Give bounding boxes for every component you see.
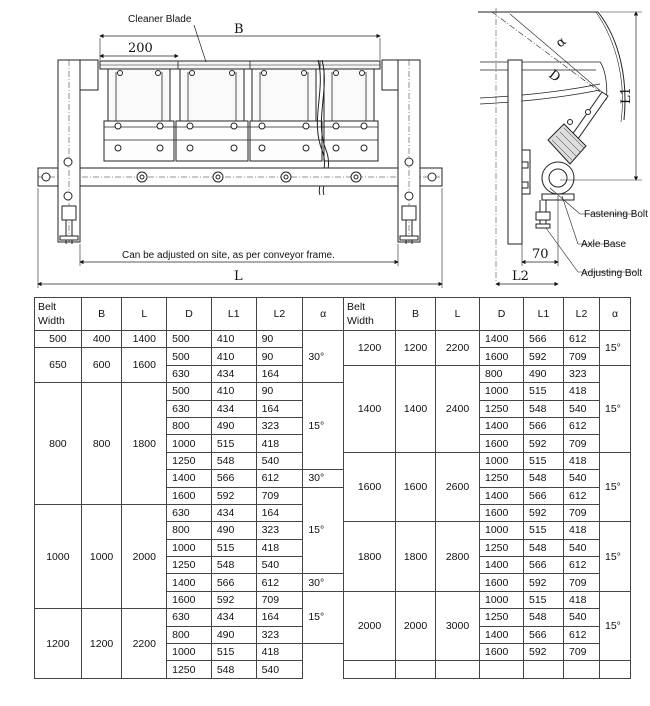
spec-table-right xyxy=(343,297,631,679)
d-cell: 1000 xyxy=(480,591,524,608)
b-cell: 800 xyxy=(81,383,122,505)
l1-cell: 410 xyxy=(211,383,256,400)
alpha-label: α xyxy=(553,33,570,52)
l1-cell: 548 xyxy=(211,557,256,574)
l1-cell: 566 xyxy=(524,331,564,348)
d-cell: 1400 xyxy=(480,487,524,504)
l1-cell: 592 xyxy=(524,348,564,365)
l2-cell: 323 xyxy=(256,417,303,434)
l2-cell: 540 xyxy=(564,470,600,487)
column-header: B xyxy=(396,298,436,331)
l2-cell: 418 xyxy=(256,539,303,556)
adjust-note: Can be adjusted on site, as per conveyor frame. xyxy=(122,250,335,261)
column-header: L1 xyxy=(211,298,256,331)
d-cell: 1400 xyxy=(480,557,524,574)
alpha-cell: 15° xyxy=(303,591,344,643)
l1-cell: 490 xyxy=(211,626,256,643)
d-cell: 1600 xyxy=(480,574,524,591)
d-cell: 1600 xyxy=(480,435,524,452)
l2-cell: 540 xyxy=(256,557,303,574)
l1-cell: 490 xyxy=(211,522,256,539)
column-header: L xyxy=(122,298,167,331)
front-view xyxy=(38,25,442,288)
l2-cell: 612 xyxy=(564,331,600,348)
l1-cell: 434 xyxy=(211,504,256,521)
l2-cell: 418 xyxy=(564,452,600,469)
l2-cell: 164 xyxy=(256,400,303,417)
l1-cell: 566 xyxy=(524,417,564,434)
l2-cell: 709 xyxy=(564,574,600,591)
alpha-cell: 15° xyxy=(600,591,631,661)
l1-cell: 548 xyxy=(211,661,256,678)
d-cell: 1250 xyxy=(480,609,524,626)
l2-cell: 418 xyxy=(256,435,303,452)
column-header: α xyxy=(600,298,631,331)
dim-l-label: L xyxy=(234,269,243,284)
l2-cell: 540 xyxy=(564,609,600,626)
l1-cell: 592 xyxy=(524,504,564,521)
l1-cell: 566 xyxy=(524,557,564,574)
d-cell: 1000 xyxy=(167,644,212,661)
empty-cell xyxy=(436,661,480,678)
empty-cell xyxy=(524,661,564,678)
alpha-cell: 30° xyxy=(303,574,344,591)
d-cell: 500 xyxy=(167,331,212,348)
alpha-cell: 15° xyxy=(303,487,344,574)
column-header: Belt Width xyxy=(344,298,396,331)
dim-l2-label: L2 xyxy=(512,269,529,284)
l1-cell: 566 xyxy=(524,626,564,643)
d-cell: 1000 xyxy=(167,539,212,556)
axle-base-label: Axle Base xyxy=(581,239,627,250)
l1-cell: 548 xyxy=(524,400,564,417)
belt-width-cell: 800 xyxy=(35,383,82,505)
d-cell: 630 xyxy=(167,609,212,626)
dim-200-label: 200 xyxy=(128,41,153,56)
l2-cell: 612 xyxy=(256,470,303,487)
technical-drawing xyxy=(0,0,650,292)
d-cell: 1000 xyxy=(480,383,524,400)
d-cell: 1250 xyxy=(167,557,212,574)
belt-width-cell: 500 xyxy=(35,331,82,348)
column-header: L xyxy=(436,298,480,331)
l1-cell: 434 xyxy=(211,609,256,626)
d-cell: 1600 xyxy=(480,348,524,365)
d-cell: 1250 xyxy=(480,470,524,487)
l2-cell: 709 xyxy=(564,348,600,365)
l1-cell: 566 xyxy=(524,487,564,504)
b-cell: 1200 xyxy=(396,331,436,366)
b-cell: 400 xyxy=(81,331,122,348)
d-cell: 800 xyxy=(167,522,212,539)
belt-width-cell: 1800 xyxy=(344,522,396,592)
l1-cell: 515 xyxy=(524,452,564,469)
alpha-cell: 15° xyxy=(600,522,631,592)
dim-d-label: D xyxy=(545,67,563,86)
dim-70-label: 70 xyxy=(532,247,549,262)
table-row xyxy=(344,365,631,382)
l1-cell: 548 xyxy=(524,539,564,556)
l2-cell: 90 xyxy=(256,348,303,365)
l2-cell: 418 xyxy=(564,591,600,608)
l2-cell: 323 xyxy=(256,626,303,643)
d-cell: 630 xyxy=(167,400,212,417)
alpha-cell: 15° xyxy=(303,383,344,470)
column-header: B xyxy=(81,298,122,331)
column-header: L1 xyxy=(524,298,564,331)
l1-cell: 592 xyxy=(211,591,256,608)
belt-width-cell: 1400 xyxy=(344,365,396,452)
l-cell: 2400 xyxy=(436,365,480,452)
l2-cell: 164 xyxy=(256,365,303,382)
l1-cell: 566 xyxy=(211,470,256,487)
l1-cell: 410 xyxy=(211,331,256,348)
b-cell: 1200 xyxy=(81,609,122,679)
empty-cell xyxy=(344,661,396,678)
l-cell: 2000 xyxy=(122,504,167,608)
d-cell: 1250 xyxy=(167,452,212,469)
alpha-cell: 15° xyxy=(600,365,631,452)
header-row xyxy=(344,298,631,331)
d-cell: 1250 xyxy=(480,539,524,556)
l2-cell: 164 xyxy=(256,609,303,626)
belt-width-cell: 1200 xyxy=(344,331,396,366)
d-cell: 1400 xyxy=(480,417,524,434)
b-cell: 600 xyxy=(81,348,122,383)
l1-cell: 490 xyxy=(211,417,256,434)
l2-cell: 540 xyxy=(564,400,600,417)
belt-width-cell: 2000 xyxy=(344,591,396,661)
l1-cell: 566 xyxy=(211,574,256,591)
d-cell: 800 xyxy=(167,417,212,434)
l2-cell: 709 xyxy=(256,591,303,608)
header-row xyxy=(35,298,344,331)
l1-cell: 410 xyxy=(211,348,256,365)
column-header: Belt Width xyxy=(35,298,82,331)
l1-cell: 548 xyxy=(211,452,256,469)
table-row xyxy=(344,452,631,469)
empty-cell xyxy=(396,661,436,678)
cleaner-blade-label: Cleaner Blade xyxy=(128,14,192,25)
d-cell: 1600 xyxy=(167,487,212,504)
l1-cell: 592 xyxy=(524,644,564,661)
l2-cell: 418 xyxy=(256,644,303,661)
belt-width-cell: 650 xyxy=(35,348,82,383)
empty-cell xyxy=(564,661,600,678)
l2-cell: 540 xyxy=(564,539,600,556)
l2-cell: 418 xyxy=(564,522,600,539)
l2-cell: 709 xyxy=(256,487,303,504)
l1-cell: 515 xyxy=(524,522,564,539)
l-cell: 2600 xyxy=(436,452,480,522)
l2-cell: 612 xyxy=(564,626,600,643)
adjusting-bolt-label: Adjusting Bolt xyxy=(581,268,643,279)
b-cell: 1000 xyxy=(81,504,122,608)
b-cell: 2000 xyxy=(396,591,436,661)
belt-width-cell: 1600 xyxy=(344,452,396,522)
d-cell: 1400 xyxy=(167,574,212,591)
spec-table-left xyxy=(34,297,344,679)
l2-cell: 323 xyxy=(564,365,600,382)
table-row xyxy=(35,504,344,521)
table-row xyxy=(35,331,344,348)
l2-cell: 709 xyxy=(564,644,600,661)
column-header: L2 xyxy=(564,298,600,331)
l1-cell: 515 xyxy=(524,591,564,608)
d-cell: 1400 xyxy=(167,470,212,487)
d-cell: 1000 xyxy=(167,435,212,452)
l-cell: 1400 xyxy=(122,331,167,348)
l1-cell: 515 xyxy=(211,644,256,661)
l2-cell: 540 xyxy=(256,452,303,469)
table-row xyxy=(35,348,344,365)
fastening-bolt-label: Fastening Bolt xyxy=(584,209,648,220)
l2-cell: 612 xyxy=(564,487,600,504)
d-cell: 630 xyxy=(167,504,212,521)
l2-cell: 709 xyxy=(564,504,600,521)
d-cell: 1000 xyxy=(480,452,524,469)
column-header: D xyxy=(480,298,524,331)
b-cell: 1800 xyxy=(396,522,436,592)
d-cell: 1600 xyxy=(480,504,524,521)
alpha-cell: 15° xyxy=(600,452,631,522)
column-header: D xyxy=(167,298,212,331)
l2-cell: 612 xyxy=(256,574,303,591)
d-cell: 800 xyxy=(167,626,212,643)
b-cell: 1600 xyxy=(396,452,436,522)
d-cell: 1000 xyxy=(480,522,524,539)
l2-cell: 90 xyxy=(256,383,303,400)
alpha-cell: 15° xyxy=(600,331,631,366)
l-cell: 3000 xyxy=(436,591,480,661)
belt-width-cell: 1200 xyxy=(35,609,82,679)
l2-cell: 90 xyxy=(256,331,303,348)
l-cell: 1600 xyxy=(122,348,167,383)
empty-cell xyxy=(600,661,631,678)
dim-l1-label: L1 xyxy=(619,87,634,104)
alpha-cell: 30° xyxy=(303,331,344,383)
dim-b-label: B xyxy=(234,22,244,37)
d-cell: 1600 xyxy=(480,644,524,661)
d-cell: 630 xyxy=(167,365,212,382)
table-row xyxy=(344,522,631,539)
table-row xyxy=(35,383,344,400)
l1-cell: 548 xyxy=(524,609,564,626)
l1-cell: 548 xyxy=(524,470,564,487)
d-cell: 1250 xyxy=(167,661,212,678)
d-cell: 800 xyxy=(480,365,524,382)
l1-cell: 592 xyxy=(524,435,564,452)
empty-row xyxy=(344,661,631,678)
l1-cell: 592 xyxy=(524,574,564,591)
column-header: L2 xyxy=(256,298,303,331)
l-cell: 2200 xyxy=(122,609,167,679)
table-row xyxy=(35,609,344,626)
l1-cell: 515 xyxy=(524,383,564,400)
l2-cell: 540 xyxy=(256,661,303,678)
column-header: α xyxy=(303,298,344,331)
table-row xyxy=(344,331,631,348)
l2-cell: 418 xyxy=(564,383,600,400)
d-cell: 500 xyxy=(167,348,212,365)
l2-cell: 709 xyxy=(564,435,600,452)
empty-cell xyxy=(480,661,524,678)
l1-cell: 515 xyxy=(211,435,256,452)
belt-width-cell: 1000 xyxy=(35,504,82,608)
l1-cell: 515 xyxy=(211,539,256,556)
l2-cell: 164 xyxy=(256,504,303,521)
l2-cell: 612 xyxy=(564,417,600,434)
l1-cell: 592 xyxy=(211,487,256,504)
l1-cell: 434 xyxy=(211,365,256,382)
l-cell: 2800 xyxy=(436,522,480,592)
d-cell: 1250 xyxy=(480,400,524,417)
table-row xyxy=(344,591,631,608)
d-cell: 500 xyxy=(167,383,212,400)
l1-cell: 434 xyxy=(211,400,256,417)
d-cell: 1400 xyxy=(480,331,524,348)
d-cell: 1600 xyxy=(167,591,212,608)
alpha-cell: 30° xyxy=(303,470,344,487)
l-cell: 1800 xyxy=(122,383,167,505)
l2-cell: 323 xyxy=(256,522,303,539)
l1-cell: 490 xyxy=(524,365,564,382)
b-cell: 1400 xyxy=(396,365,436,452)
l-cell: 2200 xyxy=(436,331,480,366)
d-cell: 1400 xyxy=(480,626,524,643)
l2-cell: 612 xyxy=(564,557,600,574)
